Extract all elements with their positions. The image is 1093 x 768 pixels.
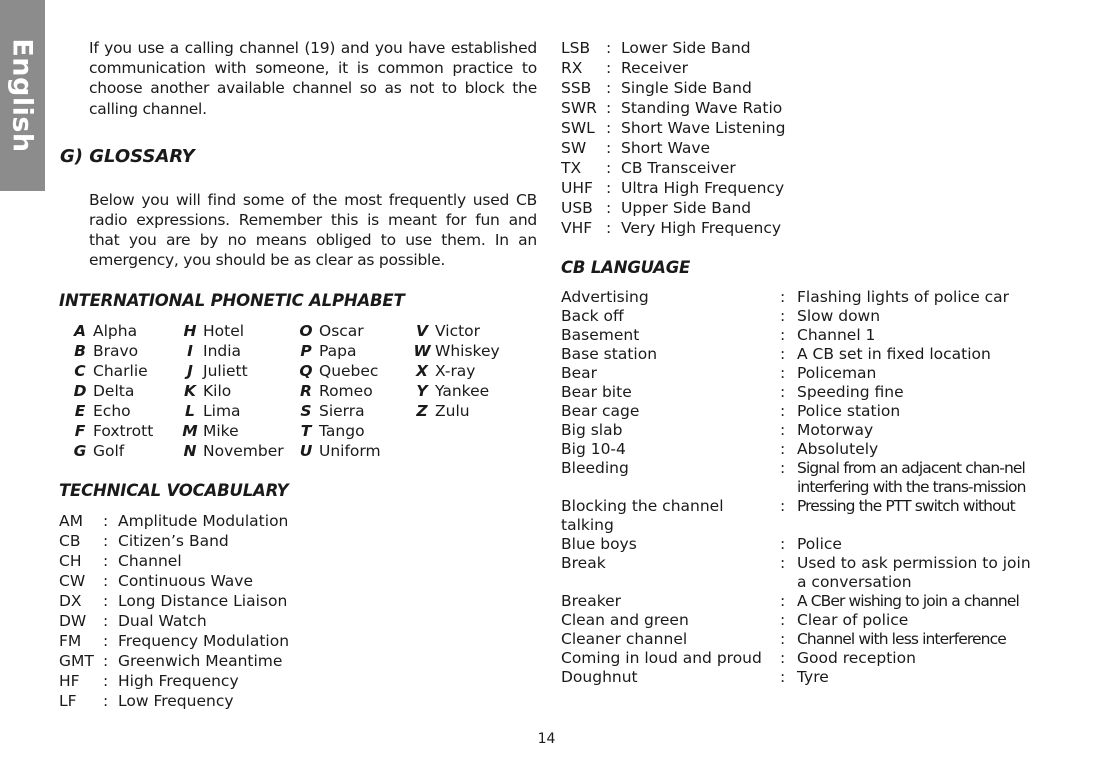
glossary-heading: G) GLOSSARY [60,145,195,167]
phonetic-entry [409,361,519,381]
cb-language-meaning: Policeman [797,364,877,382]
cb-language-meaning: Slow down [797,307,881,325]
phonetic-word: Mike [203,421,239,440]
phonetic-entry [409,441,519,461]
phonetic-word: Charlie [93,361,148,380]
vocabulary-row [561,78,1043,98]
cb-language-term: Blue boys [561,535,637,553]
phonetic-word: Golf [93,441,125,460]
cb-language-meaning: Police station [797,402,901,420]
vocabulary-separator: : [103,571,109,590]
phonetic-word: India [203,341,242,360]
cb-language-meaning: Pressing the PTT switch without [797,497,1015,515]
vocabulary-separator: : [606,79,612,97]
cb-language-row [561,630,1043,649]
cb-language-term: Big 10-4 [561,440,626,458]
phonetic-letter: O [299,321,313,340]
phonetic-letter: D [73,381,87,400]
vocabulary-abbreviation: CH [59,551,82,570]
phonetic-word: Yankee [435,381,490,400]
cb-language-meaning: A CB set in fixed location [797,345,991,363]
cb-language-meaning: Channel 1 [797,326,876,344]
cb-language-term: Bear bite [561,383,632,401]
cb-language-term: Cleaner channel [561,630,688,648]
cb-language-row [561,345,1043,364]
phonetic-word: Zulu [435,401,470,420]
phonetic-entry [67,421,177,441]
vocabulary-separator: : [606,159,612,177]
phonetic-entry [67,381,177,401]
vocabulary-abbreviation: GMT [59,651,94,670]
cb-language-separator: : [780,288,786,306]
vocabulary-meaning: Low Frequency [118,691,234,710]
cb-language-row [561,326,1043,345]
vocabulary-row [59,631,537,651]
vocabulary-separator: : [103,611,109,630]
cb-language-separator: : [780,383,786,401]
phonetic-letter: W [413,341,431,360]
vocabulary-row [561,158,1043,178]
cb-language-row [561,554,1043,592]
phonetic-word: Lima [203,401,241,420]
phonetic-letter: N [183,441,197,460]
phonetic-entry [177,421,293,441]
phonetic-entry [177,381,293,401]
cb-language-meaning: Flashing lights of police car [797,288,1010,306]
phonetic-entry [67,321,177,341]
glossary-intro: Below you will find some of the most frequently used CB radio expressions. Remember this is meant for fun and that you are by no means obliged to use them. In an emergency, you should be as clear as possible. [89,190,537,270]
cb-language-meaning: Signal from an adjacent chan-nel interfering with the trans-mission [797,459,1026,496]
cb-language-separator: : [780,535,786,553]
phonetic-entry [293,441,409,461]
phonetic-letter: K [183,381,196,400]
cb-language-separator: : [780,649,786,667]
vocabulary-meaning: High Frequency [118,671,239,690]
phonetic-entry [293,381,409,401]
phonetic-word: Victor [435,321,481,340]
cb-language-term: Break [561,554,606,572]
cb-language-separator: : [780,307,786,325]
vocabulary-abbreviation: CB [59,531,81,550]
cb-language-term: Coming in loud and proud [561,649,762,667]
phonetic-entry [409,341,519,361]
phonetic-letter: F [74,421,86,440]
vocabulary-meaning: Dual Watch [118,611,207,630]
vocabulary-meaning: Greenwich Meantime [118,651,283,670]
phonetic-letter: U [299,441,313,460]
cb-language-separator: : [780,459,786,477]
technical-vocabulary-list [59,511,537,711]
cb-language-meaning: Good reception [797,649,916,667]
phonetic-entry [67,401,177,421]
phonetic-letter: G [73,441,87,460]
cb-language-term: Base station [561,345,658,363]
vocabulary-separator: : [103,591,109,610]
phonetic-letter: S [300,401,312,420]
phonetic-entry [177,401,293,421]
vocabulary-separator: : [606,99,612,117]
vocabulary-abbreviation: VHF [561,219,593,237]
vocabulary-row [59,511,537,531]
phonetic-entry [293,421,409,441]
phonetic-entry [177,321,293,341]
phonetic-entry [409,421,519,441]
phonetic-entry [409,381,519,401]
vocabulary-separator: : [606,179,612,197]
cb-language-separator: : [780,592,786,610]
cb-language-separator: : [780,421,786,439]
vocabulary-row [561,218,1043,238]
phonetic-entry [409,401,519,421]
cb-language-separator: : [780,326,786,344]
vocabulary-separator: : [606,219,612,237]
vocabulary-row [561,178,1043,198]
vocabulary-separator: : [103,631,109,650]
cb-language-meaning: Channel with less interference [797,630,1006,648]
phonetic-entry [67,361,177,381]
intro-paragraph: If you use a calling channel (19) and you have established communication with someone, it is common practice to choose another available channel so as not to block the calling channel. [89,39,537,118]
vocabulary-separator: : [606,139,612,157]
cb-language-separator: : [780,611,786,629]
phonetic-letter: Y [416,381,428,400]
phonetic-letter: C [74,361,86,380]
vocabulary-abbreviation: SSB [561,79,592,97]
vocabulary-row [561,118,1043,138]
cb-language-separator: : [780,668,786,686]
vocabulary-abbreviation: UHF [561,179,593,197]
phonetic-entry [177,361,293,381]
cb-language-meaning: Motorway [797,421,874,439]
vocabulary-meaning: Short Wave Listening [621,119,786,137]
phonetic-word: Quebec [319,361,379,380]
cb-language-term: Bear [561,364,598,382]
phonetic-word: November [203,441,284,460]
phonetic-entry [177,441,293,461]
phonetic-word: Tango [319,421,365,440]
vocabulary-abbreviation: DW [59,611,87,630]
cb-language-term: Blocking the channel talking [561,497,724,534]
vocabulary-separator: : [103,691,109,710]
phonetic-letter: J [187,361,193,380]
vocabulary-separator: : [103,651,109,670]
vocabulary-abbreviation: LF [59,691,77,710]
cb-language-term: Basement [561,326,640,344]
vocabulary-abbreviation: USB [561,199,593,217]
vocabulary-row [59,611,537,631]
phonetic-entry [67,441,177,461]
cb-language-term: Doughnut [561,668,638,686]
cb-language-separator: : [780,497,786,515]
phonetic-entry [293,341,409,361]
vocabulary-separator: : [606,199,612,217]
phonetic-word: Oscar [319,321,364,340]
cb-language-meaning: Clear of police [797,611,909,629]
vocabulary-row [561,38,1043,58]
cb-language-row [561,440,1043,459]
phonetic-letter: A [74,321,86,340]
phonetic-word: Sierra [319,401,365,420]
vocabulary-row [59,651,537,671]
vocabulary-row [561,98,1043,118]
vocabulary-meaning: Upper Side Band [621,199,752,217]
cb-language-row [561,421,1043,440]
vocabulary-separator: : [103,671,109,690]
cb-language-meaning: Absolutely [797,440,879,458]
cb-language-row [561,383,1043,402]
vocabulary-abbreviation: SWL [561,119,595,137]
phonetic-letter: V [416,321,428,340]
cb-language-list [561,288,1043,687]
cb-language-term: Back off [561,307,624,325]
phonetic-letter: L [185,401,195,420]
cb-language-term: Big slab [561,421,623,439]
cb-language-term: Bleeding [561,459,629,477]
vocabulary-abbreviation: SW [561,139,587,157]
vocabulary-meaning: Amplitude Modulation [118,511,289,530]
phonetic-letter: T [300,421,312,440]
vocabulary-abbreviation: RX [561,59,583,77]
phonetic-word: Echo [93,401,131,420]
phonetic-letter: Q [299,361,313,380]
phonetic-entry [293,321,409,341]
phonetic-word: Foxtrott [93,421,154,440]
phonetic-letter: E [74,401,86,420]
cb-language-meaning: Speeding fine [797,383,904,401]
cb-language-term: Clean and green [561,611,689,629]
vocabulary-separator: : [103,551,109,570]
phonetic-word: Hotel [203,321,245,340]
phonetic-letter: Z [416,401,428,420]
phonetic-letter: B [74,341,86,360]
vocabulary-separator: : [606,59,612,77]
cb-language-term: Advertising [561,288,649,306]
phonetic-word: Papa [319,341,357,360]
cb-language-row [561,649,1043,668]
cb-language-term: Bear cage [561,402,640,420]
phonetic-word: Bravo [93,341,139,360]
cb-language-row [561,402,1043,421]
cb-language-meaning: Used to ask permission to join a conversation [797,554,1031,591]
cb-language-row [561,364,1043,383]
left-column [59,38,537,711]
vocabulary-abbreviation: AM [59,511,83,530]
vocabulary-meaning: Long Distance Liaison [118,591,288,610]
technical-vocabulary-list-continued [561,38,1043,238]
vocabulary-meaning: Single Side Band [621,79,752,97]
cb-language-heading: CB LANGUAGE [561,258,691,277]
cb-language-term: Breaker [561,592,622,610]
vocabulary-meaning: Standing Wave Ratio [621,99,783,117]
vocabulary-meaning: Citizen’s Band [118,531,229,550]
vocabulary-abbreviation: TX [561,159,582,177]
phonetic-letter: X [416,361,428,380]
vocabulary-row [561,58,1043,78]
vocabulary-meaning: Very High Frequency [621,219,782,237]
cb-language-row [561,497,1043,535]
vocabulary-meaning: Short Wave [621,139,711,157]
vocabulary-row [59,531,537,551]
vocabulary-row [561,138,1043,158]
cb-language-row [561,535,1043,554]
phonetic-letter: M [182,421,198,440]
phonetic-word: Kilo [203,381,232,400]
phonetic-word: X-ray [435,361,476,380]
vocabulary-row [59,591,537,611]
cb-language-row [561,307,1043,326]
vocabulary-meaning: Lower Side Band [621,39,751,57]
vocabulary-abbreviation: DX [59,591,82,610]
phonetic-word: Juliett [203,361,248,380]
vocabulary-row [59,671,537,691]
cb-language-row [561,668,1043,687]
phonetic-entry [67,341,177,361]
page-number: 14 [537,731,556,747]
cb-language-separator: : [780,402,786,420]
vocabulary-abbreviation: HF [59,671,80,690]
phonetic-letter: I [187,341,193,360]
vocabulary-abbreviation: FM [59,631,82,650]
vocabulary-separator: : [103,511,109,530]
vocabulary-row [59,571,537,591]
language-tab-label: English [7,38,39,153]
vocabulary-row [561,198,1043,218]
phonetic-word: Whiskey [435,341,500,360]
vocabulary-row [59,551,537,571]
cb-language-separator: : [780,440,786,458]
cb-language-row [561,459,1043,497]
phonetic-word: Delta [93,381,135,400]
vocabulary-abbreviation: CW [59,571,86,590]
phonetic-heading: INTERNATIONAL PHONETIC ALPHABET [59,290,405,310]
vocabulary-separator: : [606,119,612,137]
cb-language-meaning: Tyre [797,668,829,686]
phonetic-entry [409,321,519,341]
phonetic-alphabet-table [67,321,537,461]
vocabulary-meaning: Continuous Wave [118,571,254,590]
vocabulary-separator: : [103,531,109,550]
cb-language-separator: : [780,345,786,363]
cb-language-row [561,592,1043,611]
phonetic-entry [177,341,293,361]
vocabulary-row [59,691,537,711]
cb-language-separator: : [780,364,786,382]
cb-language-row [561,611,1043,630]
language-tab [0,0,45,191]
right-column [561,38,1043,687]
cb-language-meaning: Police [797,535,842,553]
cb-language-separator: : [780,554,786,572]
phonetic-word: Uniform [319,441,381,460]
phonetic-word: Alpha [93,321,138,340]
vocabulary-meaning: Receiver [621,59,689,77]
technical-heading: TECHNICAL VOCABULARY [59,480,289,500]
vocabulary-meaning: Frequency Modulation [118,631,290,650]
phonetic-letter: P [300,341,312,360]
vocabulary-meaning: CB Transceiver [621,159,736,177]
phonetic-letter: H [183,321,197,340]
phonetic-entry [293,361,409,381]
phonetic-word: Romeo [319,381,373,400]
vocabulary-abbreviation: SWR [561,99,597,117]
cb-language-meaning: A CBer wishing to join a channel [797,592,1019,610]
phonetic-letter: R [300,381,312,400]
cb-language-row [561,288,1043,307]
cb-language-separator: : [780,630,786,648]
phonetic-entry [293,401,409,421]
vocabulary-separator: : [606,39,612,57]
vocabulary-meaning: Channel [118,551,182,570]
vocabulary-abbreviation: LSB [561,39,591,57]
vocabulary-meaning: Ultra High Frequency [621,179,785,197]
